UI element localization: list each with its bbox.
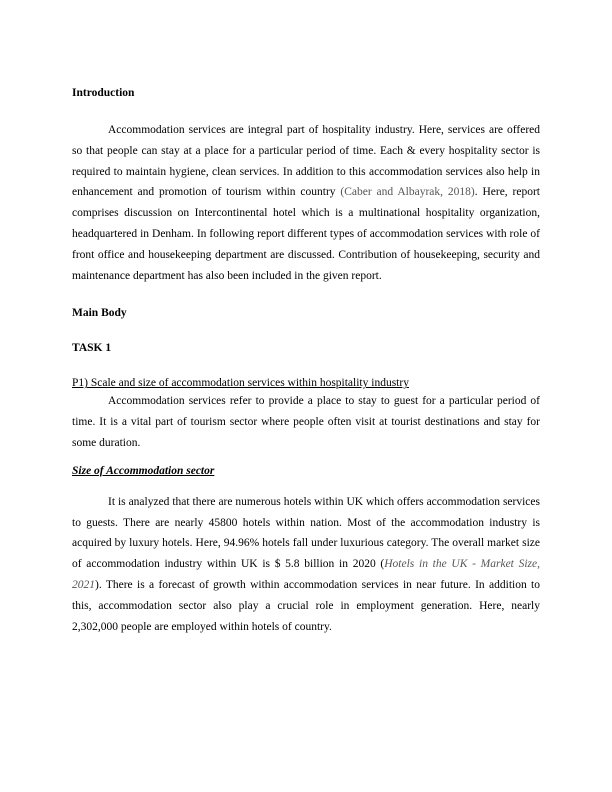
introduction-citation: (Caber and Albayrak, 2018) (340, 186, 475, 199)
p1-paragraph: Accommodation services refer to provide a place to stay to guest for a particular period of time. It is a vital part of tourism sector where people often visit at tourist destinations and stay for some duration. (72, 395, 540, 449)
size-citation: Hotels in the UK - Market Size, 2021 (72, 558, 541, 591)
task-heading: TASK 1 (72, 342, 112, 355)
p1-heading: P1) Scale and size of accommodation services within hospitality industry (72, 377, 409, 390)
document-content (72, 86, 540, 637)
size-text-end: ). There is a forecast of growth within accommodation services in near future. In addition to this, accommodation sector also play a crucial role in employment generation. Here, nearly 2,302,000 people are employed within hotels of country. (72, 578, 540, 633)
size-heading: Size of Accommodation sector (72, 464, 215, 477)
size-text-start: It is analyzed that there are numerous hotels within UK which offers accommodation services to guests. There are nearly 45800 hotels within nation. Most of the accommodation industry is acquired by luxury hotels. Here, 94.96% hotels fall under luxurious category. The overall market size of accommodation industry within UK is $ 5.8 billion in 2020 ( (72, 495, 540, 571)
introduction-text-start: Accommodation services are integral part of hospitality industry. Here, services are offered so that people can stay at a place for a particular period of time. Each & every hospitality sector is required to maintain hygiene, clean services. In addition to this accommodation services also help in enhancement and promotion of tourism within country (72, 124, 540, 199)
main-body-heading: Main Body (72, 307, 127, 320)
introduction-paragraph (72, 120, 540, 286)
introduction-text-end: . Here, report comprises discussion on Intercontinental hotel which is a multinational hospitality organization, headquartered in Denham. In following report different types of accommodation services with role of front office and housekeeping department are discussed. Contribution of housekeeping, security and maintenance department has also been included in the given report. (72, 186, 540, 282)
introduction-heading: Introduction (72, 87, 135, 99)
size-paragraph (72, 492, 540, 638)
